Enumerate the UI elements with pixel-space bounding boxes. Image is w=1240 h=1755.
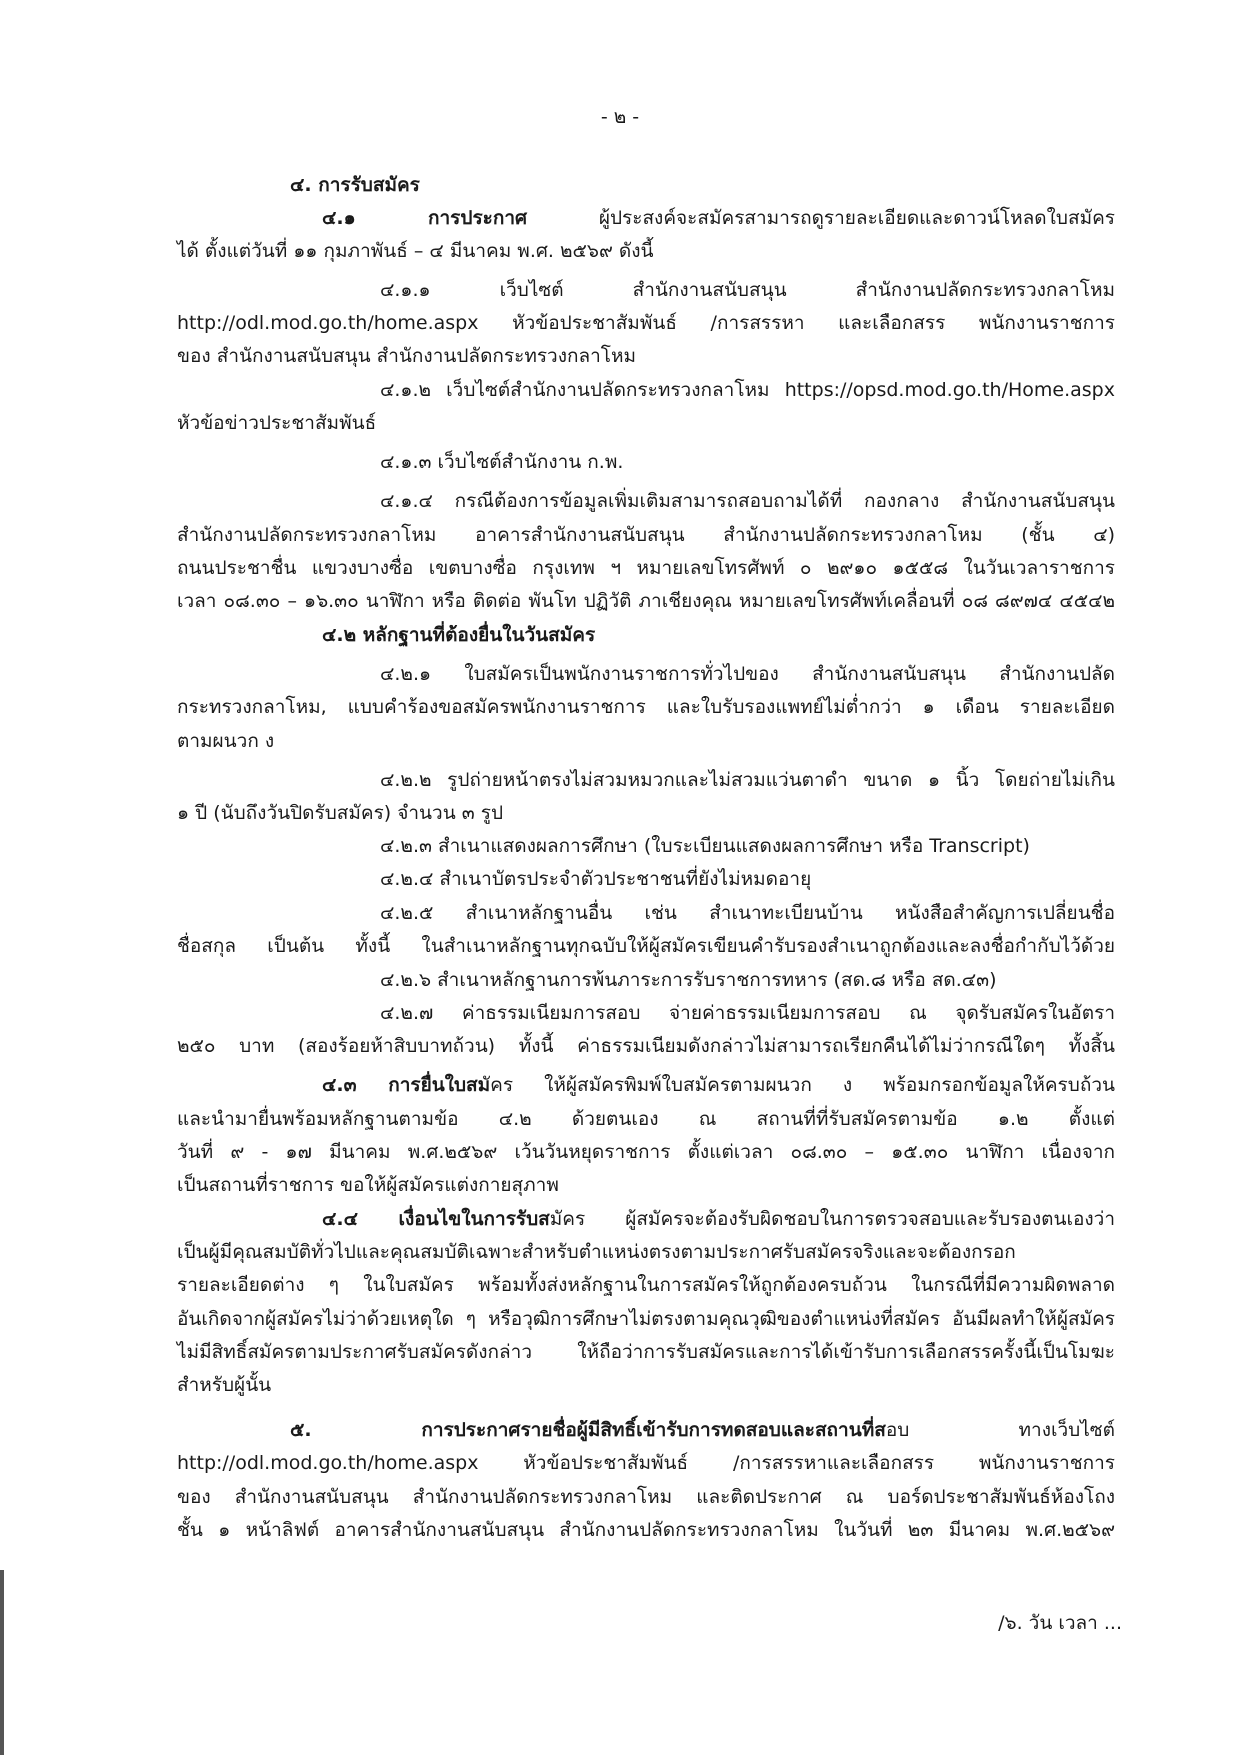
text-line: ได้ ตั้งแต่วันที่ ๑๑ กุมภาพันธ์ – ๔ มีนาคม พ.ศ. ๒๕๖๙ ดังนี้ bbox=[177, 240, 654, 262]
heading-text: ๔.๔ เงื่อนไขในการรับส bbox=[322, 1208, 550, 1230]
text-line: ๔.๒.๓ สำเนาแสดงผลการศึกษา (ใบระเบียนแสดงผลการศึกษา หรือ Transcript) bbox=[380, 835, 1030, 857]
text-line: ๔.๑.๓ เว็บไซต์สำนักงาน ก.พ. bbox=[380, 451, 624, 473]
text-line: หัวข้อข่าวประชาสัมพันธ์ bbox=[177, 412, 377, 434]
text-line: สำหรับผู้นั้น bbox=[177, 1374, 272, 1396]
text-line: ๔.๒.๕ สำเนาหลักฐานอื่น เช่น สำเนาทะเบียนบ้าน หนังสือสำคัญการเปลี่ยนชื่อ bbox=[380, 902, 1115, 924]
text-line: http://odl.mod.go.th/home.aspx หัวข้อประชาสัมพันธ์ /การสรรหาและเลือกสรร พนักงานราชการ bbox=[177, 1452, 1115, 1474]
text-line: กระทรวงกลาโหม, แบบคำร้องขอสมัครพนักงานราชการ และใบรับรองแพทย์ไม่ต่ำกว่า ๑ เดือน รายละเอียด bbox=[177, 696, 1115, 718]
text-line: ของ สำนักงานสนับสนุน สำนักงานปลัดกระทรวงกลาโหม bbox=[177, 345, 637, 367]
heading-text: ๔.๓ การยื่นใบสม bbox=[322, 1074, 491, 1096]
text-line: ๔.๔ เงื่อนไขในการรับสมัคร ผู้สมัครจะต้องรับผิดชอบในการตรวจสอบและรับรองตนเองว่า bbox=[322, 1208, 1115, 1230]
text-line: ๔.๓ การยื่นใบสมัคร ให้ผู้สมัครพิมพ์ใบสมัครตามผนวก ง พร้อมกรอกข้อมูลให้ครบถ้วน bbox=[322, 1074, 1115, 1096]
text-line: ๔.๒.๗ ค่าธรรมเนียมการสอบ จ่ายค่าธรรมเนียมการสอบ ณ จุดรับสมัครในอัตรา bbox=[380, 1002, 1115, 1024]
text-line: ๔.๑.๔ กรณีต้องการข้อมูลเพิ่มเติมสามารถสอบถามได้ที่ กองกลาง สำนักงานสนับสนุน bbox=[380, 490, 1115, 512]
text-line: ๔.๒.๑ ใบสมัครเป็นพนักงานราชการทั่วไปของ สำนักงานสนับสนุน สำนักงานปลัด bbox=[380, 663, 1115, 685]
text-line: วันที่ ๙ - ๑๗ มีนาคม พ.ศ.๒๕๖๙ เว้นวันหยุดราชการ ตั้งแต่เวลา ๐๘.๓๐ – ๑๕.๓๐ นาฬิกา เนื่องจาก bbox=[177, 1141, 1115, 1163]
text-line: ถนนประชาชื่น แขวงบางซื่อ เขตบางซื่อ กรุงเทพ ฯ หมายเลขโทรศัพท์ ๐ ๒๙๑๐ ๑๕๕๘ ในวันเวลาราชการ bbox=[177, 557, 1115, 579]
heading-text: ๕. การประกาศรายชื่อผู้มีสิทธิ์เข้ารับการทดสอบและสถานที่ส bbox=[290, 1419, 886, 1441]
text-line: ๔.๑ การประกาศ ผู้ประสงค์จะสมัครสามารถดูรายละเอียดและดาวน์โหลดใบสมัคร bbox=[322, 207, 1116, 229]
text-line: เวลา ๐๘.๓๐ – ๑๖.๓๐ นาฬิกา หรือ ติดต่อ พันโท ปฏิวัติ ภาเชียงคุณ หมายเลขโทรศัพท์เคลื่อนที่ ๐๘ ๘๙๗๔ ๔๕๔๒ bbox=[177, 590, 1115, 612]
heading-text: ๔.๑ การประกาศ bbox=[322, 207, 528, 229]
text-line: ๔. การรับสมัคร bbox=[290, 174, 420, 196]
text-line: สำนักงานปลัดกระทรวงกลาโหม อาคารสำนักงานสนับสนุน สำนักงานปลัดกระทรวงกลาโหม (ชั้น ๔) bbox=[177, 524, 1115, 546]
text-line: ๔.๑.๑ เว็บไซต์ สำนักงานสนับสนุน สำนักงานปลัดกระทรวงกลาโหม bbox=[380, 279, 1115, 301]
text-line: ๔.๒ หลักฐานที่ต้องยื่นในวันสมัคร bbox=[322, 624, 596, 646]
text-line: ชั้น ๑ หน้าลิฟต์ อาคารสำนักงานสนับสนุน สำนักงานปลัดกระทรวงกลาโหม ในวันที่ ๒๓ มีนาคม พ.ศ.๒๕๖๙ bbox=[177, 1519, 1115, 1541]
continuation-note: /๖. วัน เวลา ... bbox=[998, 1612, 1122, 1634]
text-line: อันเกิดจากผู้สมัครไม่ว่าด้วยเหตุใด ๆ หรือวุฒิการศึกษาไม่ตรงตามคุณวุฒิของตำแหน่งที่สมัคร อันมีผลทำให้ผู้สมัคร bbox=[177, 1308, 1115, 1330]
text-line: ๔.๒.๔ สำเนาบัตรประจำตัวประชาชนที่ยังไม่หมดอายุ bbox=[380, 868, 812, 890]
text-line: และนำมายื่นพร้อมหลักฐานตามข้อ ๔.๒ ด้วยตนเอง ณ สถานที่ที่รับสมัครตามข้อ ๑.๒ ตั้งแต่ bbox=[177, 1108, 1115, 1130]
text-line: รายละเอียดต่าง ๆ ในใบสมัคร พร้อมทั้งส่งหลักฐานในการสมัครให้ถูกต้องครบถ้วน ในกรณีที่มีความผิดพลาด bbox=[177, 1274, 1115, 1296]
text-line: เป็นสถานที่ราชการ ขอให้ผู้สมัครแต่งกายสุภาพ bbox=[177, 1174, 559, 1196]
text-line: http://odl.mod.go.th/home.aspx หัวข้อประชาสัมพันธ์ /การสรรหา และเลือกสรร พนักงานราชการ bbox=[177, 312, 1115, 334]
text-line: ไม่มีสิทธิ์สมัครตามประกาศรับสมัครดังกล่าว ให้ถือว่าการรับสมัครและการได้เข้ารับการเลือกสรรครั้งนี้เป็นโมฆะ bbox=[177, 1341, 1115, 1363]
text-line: ๔.๒.๖ สำเนาหลักฐานการพ้นภาระการรับราชการทหาร (สด.๘ หรือ สด.๔๓) bbox=[380, 969, 997, 991]
text-line: ๔.๒.๒ รูปถ่ายหน้าตรงไม่สวมหมวกและไม่สวมแว่นตาดำ ขนาด ๑ นิ้ว โดยถ่ายไม่เกิน bbox=[380, 769, 1115, 791]
text-line: เป็นผู้มีคุณสมบัติทั่วไปและคุณสมบัติเฉพาะสำหรับตำแหน่งตรงตามประกาศรับสมัครจริงและจะต้องกรอก bbox=[177, 1241, 1016, 1263]
text-line: ตามผนวก ง bbox=[177, 730, 275, 752]
text-line: ๔.๑.๒ เว็บไซต์สำนักงานปลัดกระทรวงกลาโหม https://opsd.mod.go.th/Home.aspx bbox=[380, 379, 1115, 401]
page-number: - ๒ - bbox=[600, 106, 640, 128]
text-line: ๕. การประกาศรายชื่อผู้มีสิทธิ์เข้ารับการทดสอบและสถานที่สอบ ทางเว็บไซต์ bbox=[290, 1419, 1115, 1441]
text-line: ชื่อสกุล เป็นต้น ทั้งนี้ ในสำเนาหลักฐานทุกฉบับให้ผู้สมัครเขียนคำรับรองสำเนาถูกต้องและลงชื่อกำกับไว้ด้วย bbox=[177, 935, 1115, 957]
text-line: ๒๕๐ บาท (สองร้อยห้าสิบบาทถ้วน) ทั้งนี้ ค่าธรรมเนียมดังกล่าวไม่สามารถเรียกคืนได้ไม่ว่ากรณีใดๆ ทั้งสิ้น bbox=[177, 1035, 1115, 1057]
text-line: ๑ ปี (นับถึงวันปิดรับสมัคร) จำนวน ๓ รูป bbox=[177, 802, 504, 824]
scan-edge-mark bbox=[0, 1570, 4, 1755]
text-line: ของ สำนักงานสนับสนุน สำนักงานปลัดกระทรวงกลาโหม และติดประกาศ ณ บอร์ดประชาสัมพันธ์ห้องโถง bbox=[177, 1486, 1115, 1508]
